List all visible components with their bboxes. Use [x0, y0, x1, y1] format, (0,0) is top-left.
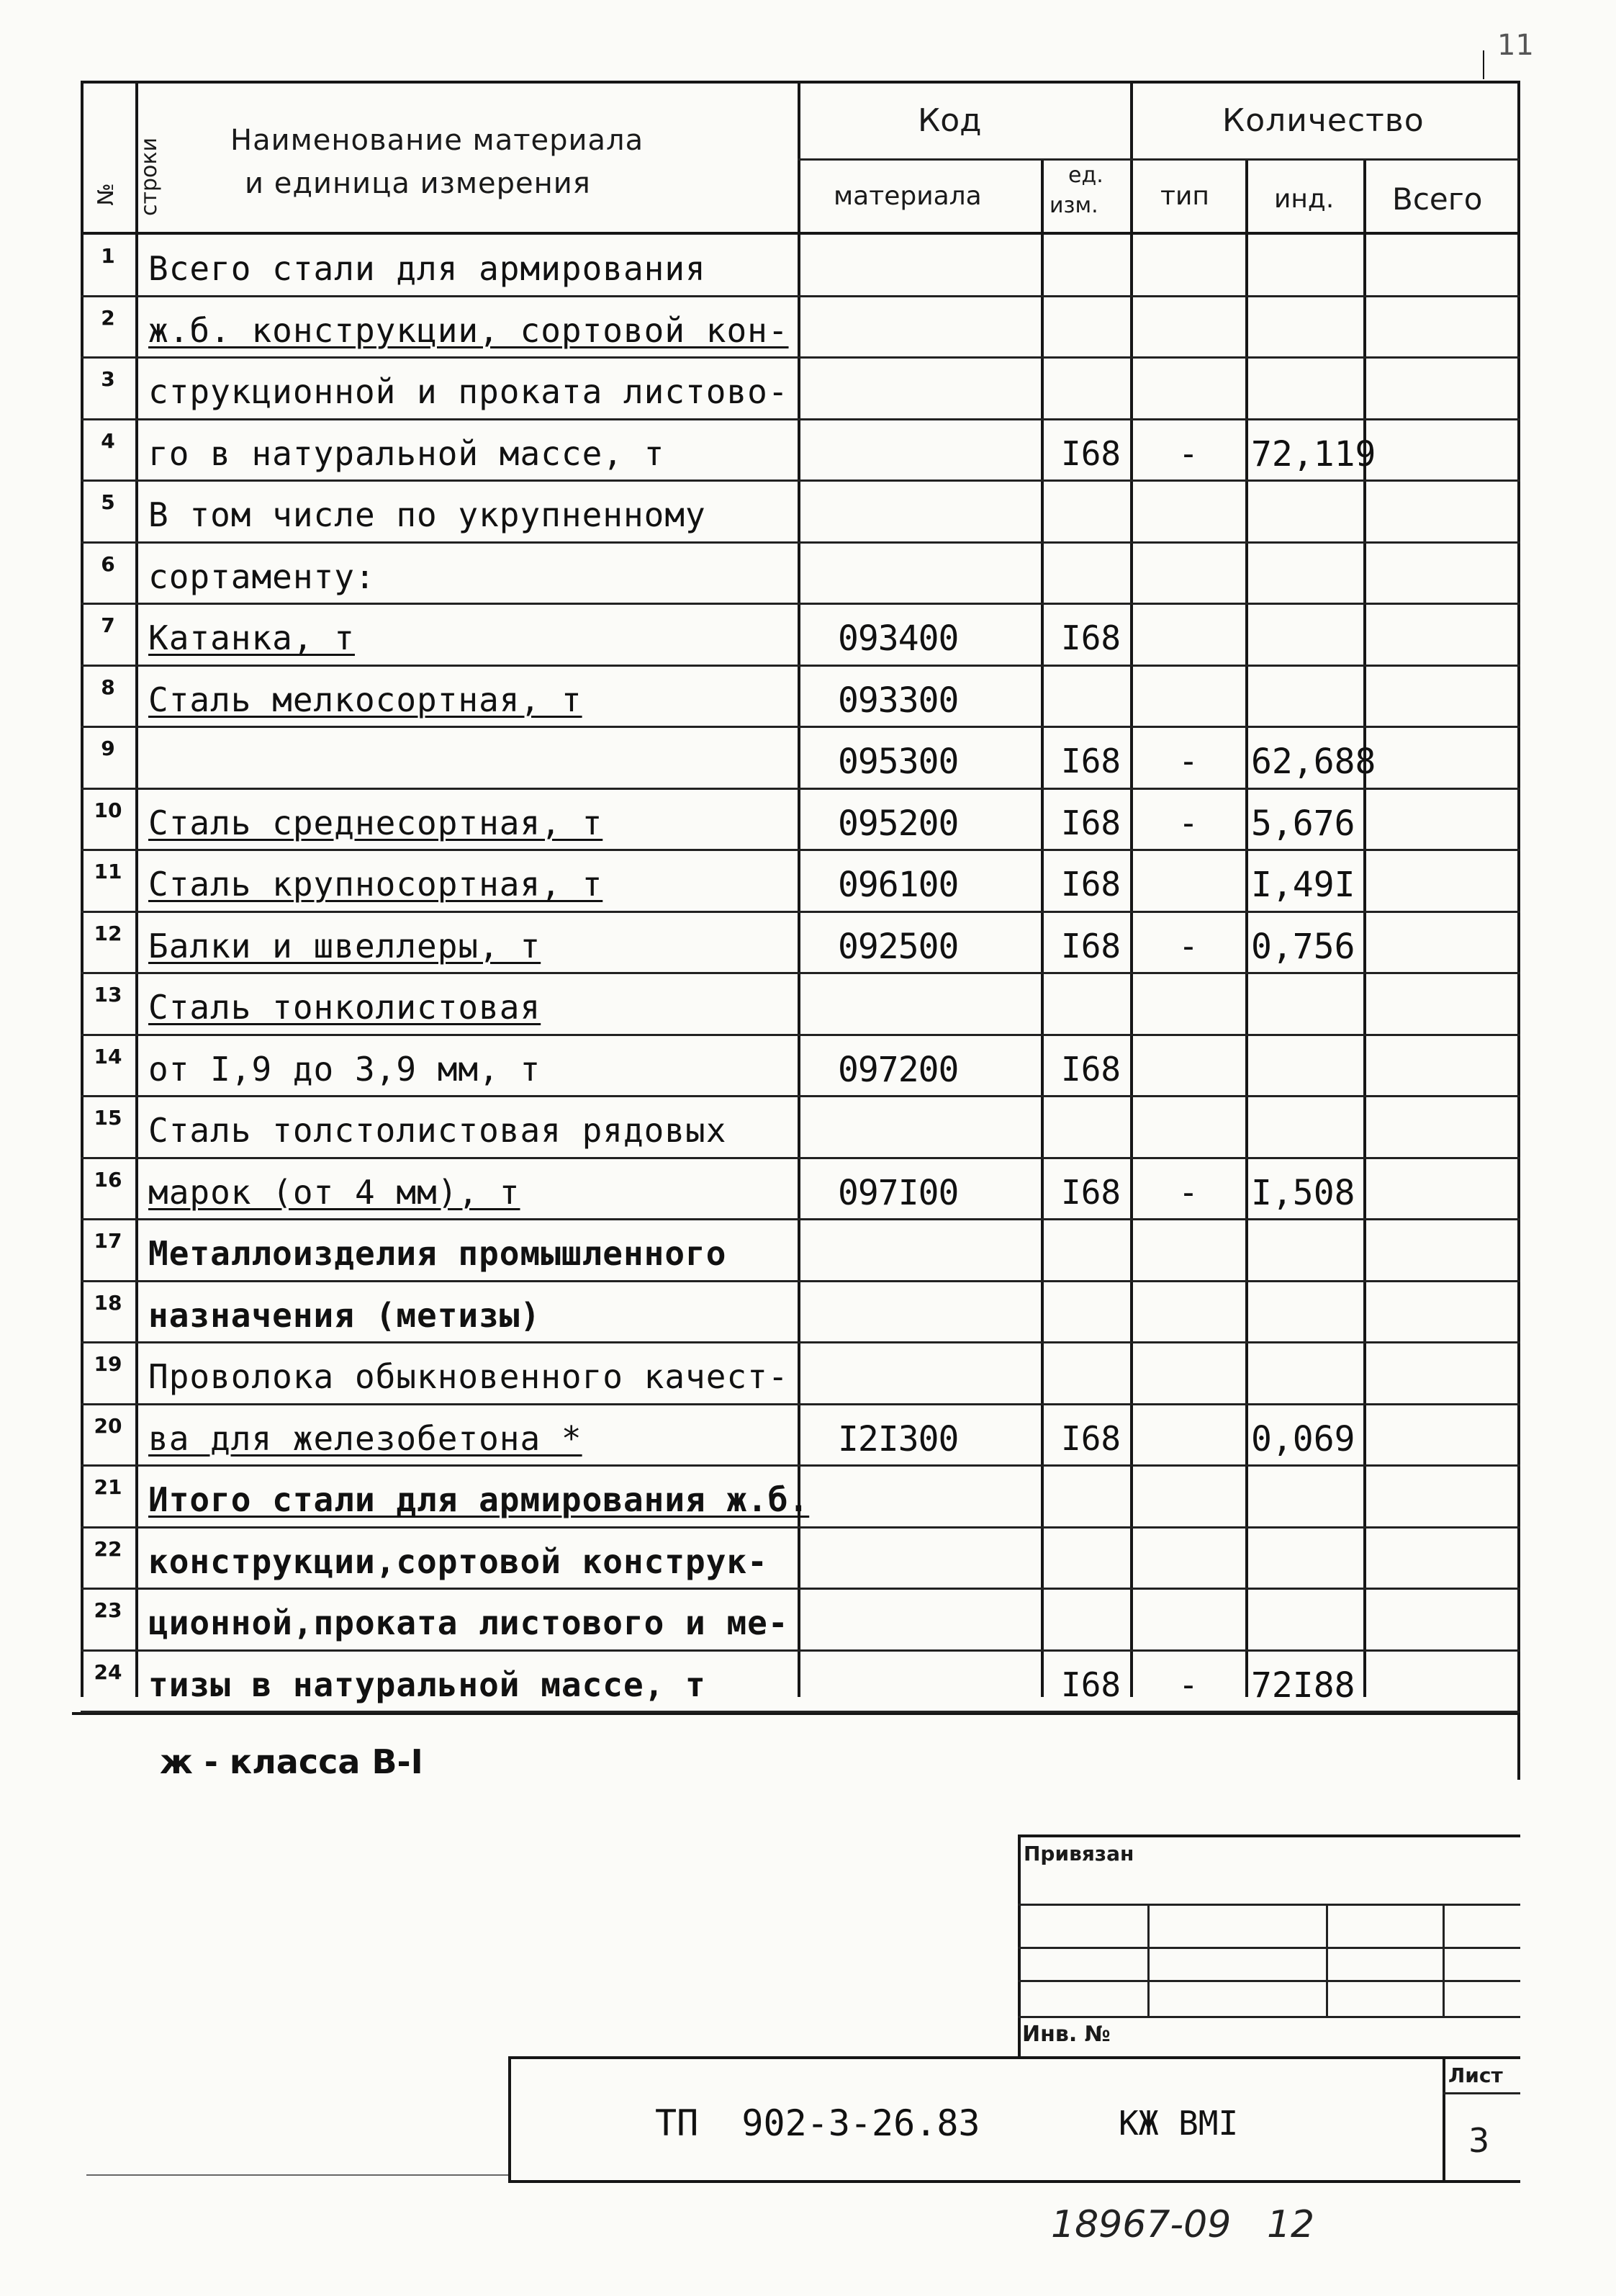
header-code-material: материала — [834, 181, 982, 211]
row-number: 9 — [101, 737, 115, 760]
row-divider — [81, 1095, 1520, 1097]
page-corner-number: 11 — [1497, 29, 1534, 62]
header-qty-ind: инд. — [1274, 184, 1335, 214]
row-material-name: В том числе по укрупненному — [148, 495, 706, 534]
row-qty-ind: 62,688 — [1251, 742, 1376, 782]
stamp-grid-vline-1 — [1147, 1904, 1150, 2017]
row-material-code: 095300 — [838, 742, 959, 782]
row-number: 13 — [94, 983, 122, 1007]
row-unit-code: I68 — [1061, 433, 1121, 473]
row-material-name: Балки и швеллеры, т — [148, 926, 541, 965]
row-divider — [81, 1157, 1520, 1159]
row-unit-code: I68 — [1061, 865, 1121, 904]
row-unit-code: I68 — [1061, 926, 1121, 965]
row-material-name: ж.б. конструкции, сортовой кон- — [148, 310, 789, 350]
row-qty-type: - — [1178, 803, 1199, 842]
header-name-line1: Наименование материала — [230, 124, 644, 157]
row-number: 22 — [94, 1536, 122, 1561]
row-material-name: марок (от 4 мм), т — [148, 1172, 520, 1212]
title-block-top — [508, 2056, 1520, 2059]
bottom-left-line — [86, 2174, 508, 2176]
row-material-name: Сталь тонколистовая — [148, 988, 541, 1027]
header-code-unit-line1: ед. — [1068, 163, 1103, 188]
stamp-grid-line-2 — [1018, 1947, 1520, 1949]
row-material-code: 092500 — [838, 926, 959, 967]
table-top-border — [81, 81, 1520, 84]
row-number: 5 — [101, 490, 115, 514]
row-material-name: Всего стали для армирования — [148, 249, 706, 288]
table-right-border — [1517, 81, 1520, 1780]
row-unit-code: I68 — [1061, 1418, 1121, 1458]
row-number: 19 — [94, 1352, 122, 1376]
row-qty-type: - — [1178, 926, 1199, 965]
row-material-code: 097I00 — [838, 1172, 959, 1213]
row-divider — [81, 356, 1520, 359]
title-sheet-label: Лист — [1448, 2063, 1503, 2087]
row-number: 17 — [94, 1229, 122, 1253]
row-material-name: назначения (метизы) — [148, 1295, 541, 1335]
header-row-number: № строки — [94, 138, 162, 216]
row-qty-ind: 72,119 — [1251, 433, 1376, 474]
title-block-left — [508, 2056, 511, 2183]
row-divider — [81, 1341, 1520, 1343]
row-material-name: Сталь крупносортная, т — [148, 865, 603, 904]
header-name-line2: и единица измерения — [245, 167, 591, 200]
col-divider-name — [798, 81, 800, 1697]
footnote: ж - класса В-I — [160, 1742, 423, 1781]
row-material-name: ва для железобетона * — [148, 1418, 582, 1458]
row-divider — [81, 1711, 1520, 1713]
row-divider — [81, 726, 1520, 728]
row-divider — [81, 1464, 1520, 1467]
title-doc-code: ТП 902-3-26.83 — [655, 2102, 980, 2144]
col-divider-code-unit — [1130, 81, 1133, 1697]
row-material-name: Катанка, т — [148, 618, 355, 657]
row-number: 7 — [101, 613, 115, 637]
row-divider — [81, 418, 1520, 420]
row-material-name: Металлоизделия промышленного — [148, 1234, 727, 1273]
header-code-unit-line2: изм. — [1050, 193, 1098, 218]
col-divider-rownum — [135, 81, 138, 1697]
table-left-border — [81, 81, 83, 1697]
header-mid-line — [798, 158, 1520, 161]
row-qty-ind: 72I88 — [1251, 1665, 1355, 1706]
row-material-name: Сталь мелкосортная, т — [148, 680, 582, 719]
row-divider — [81, 295, 1520, 297]
row-unit-code: I68 — [1061, 803, 1121, 842]
row-qty-type: - — [1178, 1665, 1199, 1704]
title-doc-mark: КЖ ВМI — [1119, 2104, 1239, 2143]
row-number: 15 — [94, 1106, 122, 1130]
row-material-code: 093300 — [838, 680, 959, 721]
row-number: 20 — [94, 1413, 122, 1438]
row-divider — [81, 1526, 1520, 1529]
row-number: 10 — [94, 798, 122, 822]
row-material-code: I2I300 — [838, 1418, 959, 1459]
row-material-name: сортаменту: — [148, 557, 376, 596]
row-divider — [81, 541, 1520, 544]
row-material-code: 095200 — [838, 803, 959, 844]
title-block-sheet-line — [1443, 2092, 1520, 2094]
row-divider — [81, 1218, 1520, 1220]
row-number: 18 — [94, 1290, 122, 1315]
corner-tick — [1483, 50, 1484, 79]
row-material-name: конструкции,сортовой конструк- — [148, 1541, 768, 1581]
row-qty-ind: I,49I — [1251, 865, 1355, 905]
stamp-grid-line-3 — [1018, 1980, 1520, 1982]
row-material-name: Проволока обыкновенного качест- — [148, 1357, 789, 1396]
row-material-name: от I,9 до 3,9 мм, т — [148, 1049, 541, 1089]
row-qty-ind: 0,756 — [1251, 926, 1355, 967]
row-qty-ind: I,508 — [1251, 1172, 1355, 1213]
stamp-grid-vline-2 — [1326, 1904, 1328, 2017]
header-qty-type: тип — [1160, 181, 1209, 211]
header-bottom-line — [81, 232, 1520, 235]
row-material-name: Сталь среднесортная, т — [148, 803, 603, 842]
row-unit-code: I68 — [1061, 1172, 1121, 1212]
row-number: 4 — [101, 428, 115, 453]
row-divider — [81, 1649, 1520, 1652]
row-number: 11 — [94, 860, 122, 883]
row-qty-type: - — [1178, 1172, 1199, 1212]
stamp-left-line — [1018, 1834, 1021, 2058]
stamp-privyazan: Привязан — [1024, 1842, 1134, 1865]
row-material-name: Сталь толстолистовая рядовых — [148, 1111, 727, 1150]
row-number: 6 — [101, 552, 115, 576]
row-number: 14 — [94, 1044, 122, 1068]
row-qty-type: - — [1178, 742, 1199, 780]
bottom-handwritten-number: 18967-09 12 — [1051, 2203, 1315, 2246]
header-qty-total: Всего — [1392, 181, 1483, 217]
row-number: 23 — [94, 1598, 122, 1622]
row-qty-ind: 0,069 — [1251, 1418, 1355, 1459]
row-material-code: 097200 — [838, 1049, 959, 1090]
row-number: 16 — [94, 1167, 122, 1192]
row-unit-code: I68 — [1061, 1665, 1121, 1704]
row-divider — [81, 1280, 1520, 1282]
row-divider — [81, 665, 1520, 667]
row-number: 12 — [94, 921, 122, 945]
row-material-name: Итого стали для армирования ж.б. — [148, 1480, 810, 1519]
header-quantity: Количество — [1222, 102, 1425, 139]
stamp-grid-line-1 — [1018, 1904, 1520, 1906]
row-qty-ind: 5,676 — [1251, 803, 1355, 844]
stamp-grid-line-4 — [1018, 2016, 1520, 2018]
row-material-code: 093400 — [838, 618, 959, 659]
row-divider — [81, 972, 1520, 974]
row-divider — [81, 788, 1520, 790]
header-code: Код — [918, 102, 982, 139]
row-unit-code: I68 — [1061, 618, 1121, 657]
row-number: 21 — [94, 1475, 122, 1499]
row-number: 3 — [101, 367, 115, 391]
row-divider — [81, 1034, 1520, 1036]
row-qty-type: - — [1178, 433, 1199, 473]
row-material-name: струкционной и проката листово- — [148, 372, 789, 411]
title-block-bottom — [508, 2180, 1520, 2183]
row-material-code: 096100 — [838, 865, 959, 905]
title-sheet-number: 3 — [1468, 2121, 1490, 2160]
stamp-inv-no: Инв. № — [1022, 2022, 1111, 2047]
stamp-top-line — [1018, 1834, 1520, 1837]
row-number: 8 — [101, 675, 115, 699]
row-divider — [81, 480, 1520, 482]
row-divider — [81, 603, 1520, 605]
row-material-name: го в натуральной массе, т — [148, 433, 665, 473]
stamp-grid-vline-3 — [1443, 1904, 1445, 2017]
row-unit-code: I68 — [1061, 1049, 1121, 1089]
row-material-name: тизы в натуральной массе, т — [148, 1665, 706, 1704]
row-divider — [81, 1403, 1520, 1405]
row-material-name: ционной,проката листового и ме- — [148, 1603, 789, 1642]
title-block-sheet-divider — [1443, 2056, 1445, 2183]
row-number: 24 — [94, 1660, 122, 1684]
row-divider — [81, 849, 1520, 851]
row-unit-code: I68 — [1061, 742, 1121, 780]
row-divider — [81, 1588, 1520, 1590]
row-divider — [81, 911, 1520, 913]
row-number: 1 — [101, 244, 115, 268]
row-number: 2 — [101, 305, 115, 330]
